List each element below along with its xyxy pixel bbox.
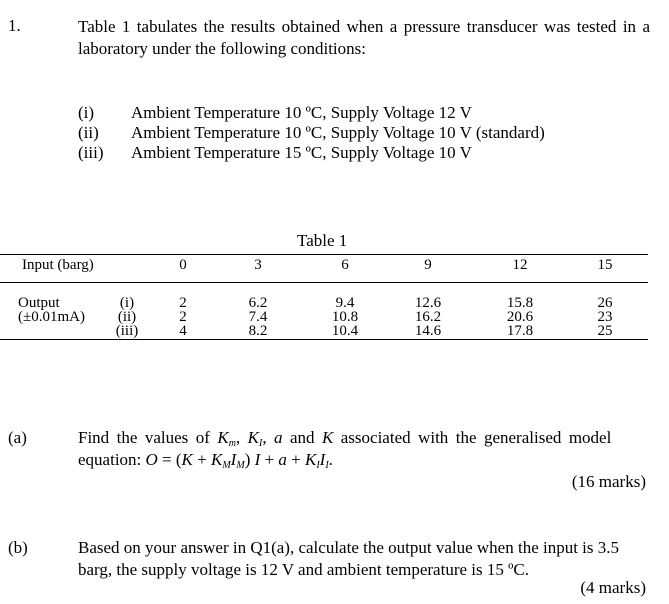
condition-label: (ii) <box>117 309 137 325</box>
output-value: 16.2 <box>414 309 442 325</box>
symbol-ki: $K_I$ <box>247 428 263 449</box>
output-label: Output <box>18 295 60 311</box>
input-value: 3 <box>254 257 262 273</box>
condition-item <box>78 103 545 123</box>
part-a-text: Find the values of <box>78 428 210 447</box>
symbol-k: K <box>321 428 334 447</box>
condition-number: (i) <box>78 103 95 122</box>
condition-number: (iii) <box>78 143 104 162</box>
question-intro: Table 1 tabulates the results obtained when a pressure transducer was tested in a laboratory under the following conditions: <box>78 17 650 58</box>
symbol-a: a <box>274 428 283 447</box>
output-column <box>243 296 273 338</box>
condition-item <box>78 123 545 143</box>
input-label: Input (barg) <box>22 257 94 273</box>
input-value: 12 <box>512 257 528 273</box>
table-top-rule <box>0 254 648 255</box>
input-value: 6 <box>341 257 349 273</box>
output-value: 15.8 <box>506 295 534 311</box>
condition-text: Ambient Temperature 10 ºC, Supply Voltage 10 V (standard) <box>131 123 545 142</box>
output-value: 10.8 <box>331 309 359 325</box>
condition-number: (ii) <box>78 123 99 142</box>
condition-label: (iii) <box>115 323 139 339</box>
condition-text: Ambient Temperature 10 ºC, Supply Voltage 12 V <box>131 103 472 122</box>
table-header-rule <box>0 282 648 283</box>
output-value: 9.4 <box>335 295 355 311</box>
output-value: 14.6 <box>414 323 442 339</box>
output-value: 6.2 <box>248 295 268 311</box>
input-value: 15 <box>597 257 613 273</box>
input-value: 0 <box>179 257 187 273</box>
output-value: 12.6 <box>414 295 442 311</box>
table-caption: Table 1 <box>297 231 348 250</box>
output-value: 26 <box>597 295 613 311</box>
output-value: 25 <box>597 323 613 339</box>
output-column <box>173 296 193 338</box>
equation-output: O <box>145 450 158 469</box>
output-value: 4 <box>179 323 187 339</box>
output-value: 8.2 <box>248 323 268 339</box>
table-bottom-rule <box>0 339 648 340</box>
conditions-list <box>78 103 545 163</box>
output-value: 2 <box>179 309 187 325</box>
condition-text: Ambient Temperature 15 ºC, Supply Voltage 10 V <box>131 143 472 162</box>
part-b-label: (b) <box>8 538 28 557</box>
question-number: 1. <box>8 16 21 35</box>
output-value: 23 <box>597 309 613 325</box>
part-a-line-1: Find the values of $K_m$, $K_I$, a and K associated with the generalised model <box>78 428 612 449</box>
output-value: 10.4 <box>331 323 359 339</box>
output-unit: (±0.01mA) <box>18 309 85 325</box>
part-b-line-1: Based on your answer in Q1(a), calculate the output value when the input is 3.5 <box>78 538 620 557</box>
output-value: 7.4 <box>248 309 268 325</box>
part-a-label: (a) <box>8 428 27 447</box>
output-column <box>502 296 538 338</box>
output-value: 17.8 <box>506 323 534 339</box>
output-column <box>410 296 446 338</box>
output-value: 2 <box>179 295 187 311</box>
part-a-marks: (16 marks) <box>571 472 646 491</box>
output-value: 20.6 <box>506 309 534 325</box>
condition-label: (i) <box>119 295 135 311</box>
output-column <box>327 296 363 338</box>
part-b-marks: (4 marks) <box>580 578 646 597</box>
output-column <box>590 296 620 338</box>
input-value: 9 <box>424 257 432 273</box>
part-b-line-2: barg, the supply voltage is 12 V and ambient temperature is 15 ºC. <box>78 560 529 579</box>
condition-labels <box>111 296 143 338</box>
symbol-km: $K_m$ <box>217 428 236 449</box>
part-a-line-2: equation: $O = (K + K_MI_M)$ $I + a + K_II_I$. <box>78 450 333 471</box>
condition-item <box>78 143 545 163</box>
